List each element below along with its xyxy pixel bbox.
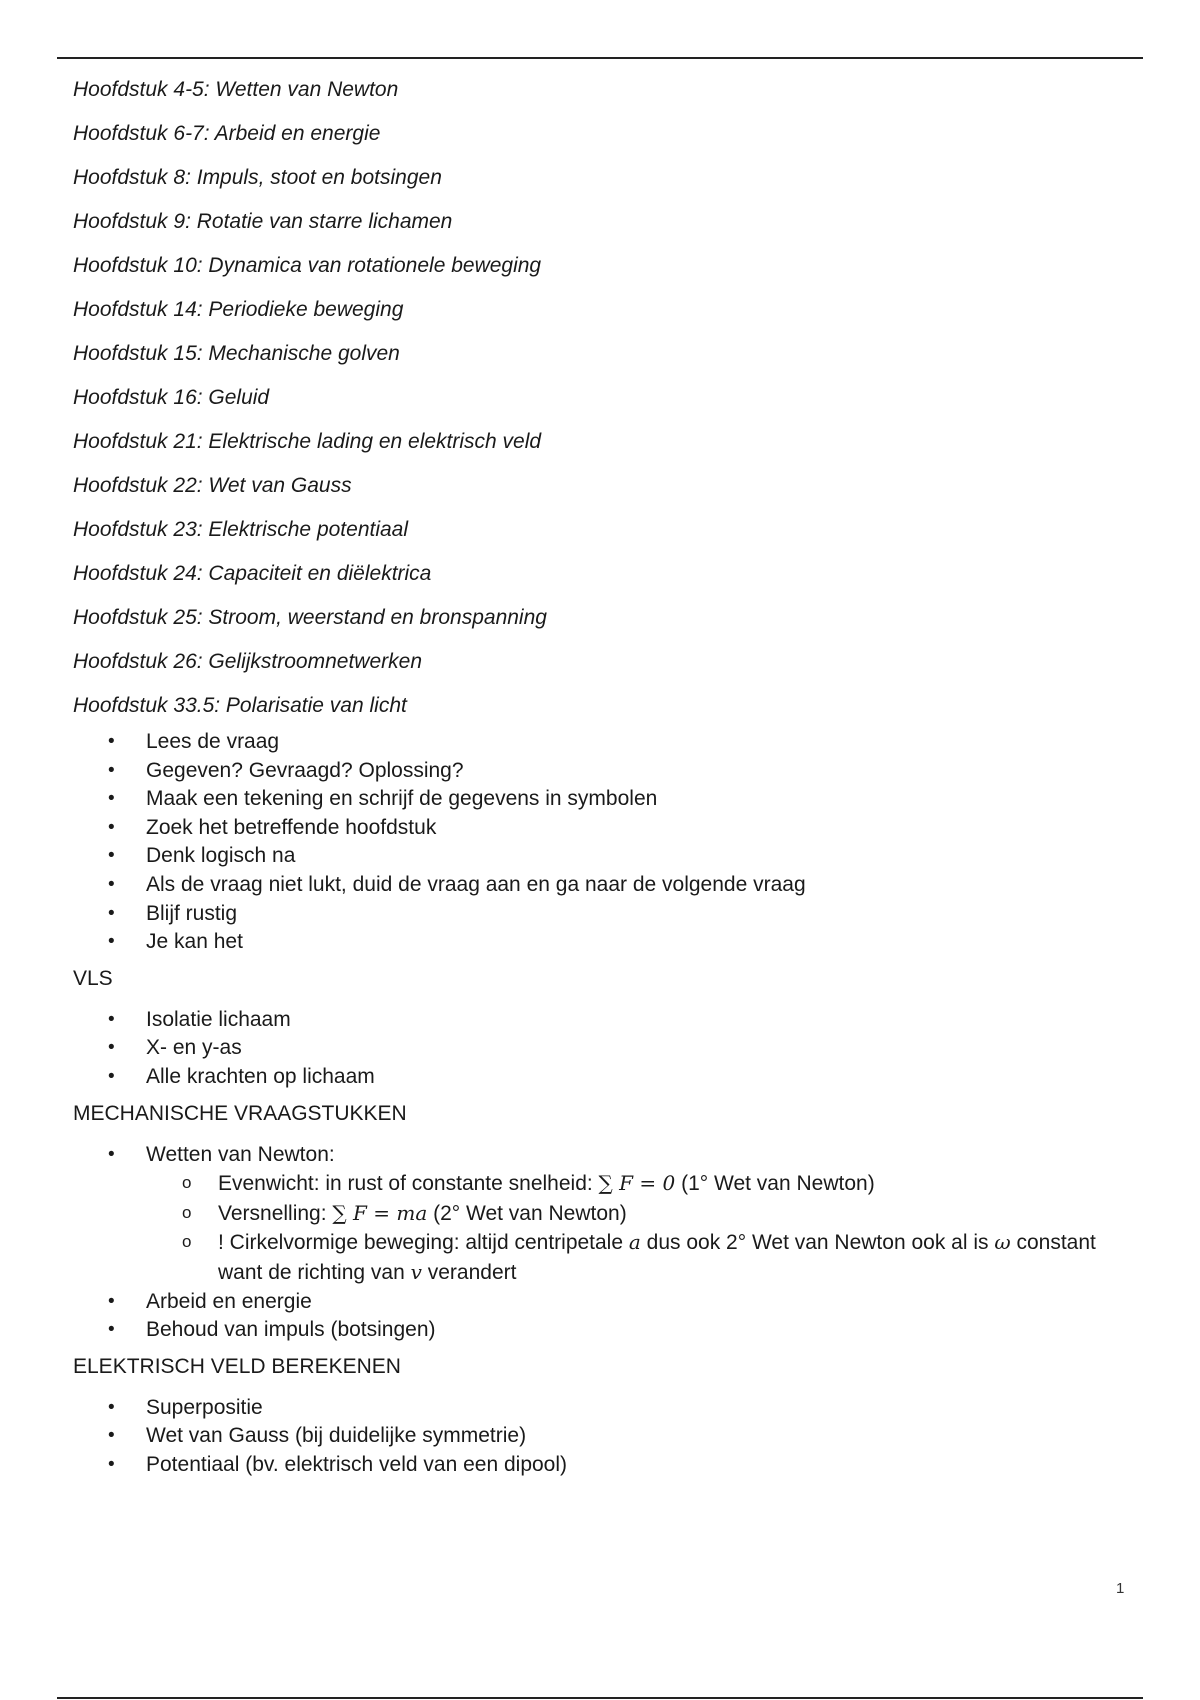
header-rule: [57, 57, 1143, 59]
document-body: [73, 68, 1143, 1479]
tip-item: • Je kan het: [73, 928, 1143, 957]
circular-text-1: ! Cirkelvormige beweging: altijd centripetale: [218, 1231, 629, 1255]
chapter-item: Hoofdstuk 4-5: Wetten van Newton: [73, 78, 399, 101]
chapter-item: Hoofdstuk 23: Elektrische potentiaal: [73, 518, 409, 541]
acceleration-suffix: (2° Wet van Newton): [427, 1201, 627, 1225]
footer-rule: [57, 1697, 1143, 1699]
tip-item: • Denk logisch na: [73, 842, 1143, 871]
vls-item: • Isolatie lichaam: [73, 1006, 1143, 1035]
page-number: 1: [1116, 1580, 1125, 1597]
chapter-list: [73, 68, 1143, 728]
mechanics-list: [73, 1141, 1143, 1345]
chapter-item: Hoofdstuk 24: Capaciteit en diëlektrica: [73, 562, 432, 585]
mechanics-item-newton: [73, 1141, 1143, 1288]
electric-heading: ELEKTRISCH VELD BEREKENEN: [73, 1354, 401, 1378]
acceleration-formula: ∑ F = ma: [332, 1200, 428, 1225]
circular-text-3: constant want de richting van: [218, 1231, 1096, 1284]
circular-text-4: verandert: [421, 1260, 517, 1284]
chapter-item: Hoofdstuk 16: Geluid: [73, 386, 270, 409]
tip-item: • Als de vraag niet lukt, duid de vraag aan en ga naar de volgende vraag: [73, 871, 1143, 900]
chapter-item: Hoofdstuk 15: Mechanische golven: [73, 342, 400, 365]
chapter-item: Hoofdstuk 14: Periodieke beweging: [73, 298, 404, 321]
electric-item: • Potentiaal (bv. elektrisch veld van een dipool): [73, 1451, 1143, 1480]
chapter-item: Hoofdstuk 8: Impuls, stoot en botsingen: [73, 166, 442, 189]
mechanics-item-momentum: • Behoud van impuls (botsingen): [73, 1316, 1143, 1345]
chapter-item: Hoofdstuk 6-7: Arbeid en energie: [73, 122, 381, 145]
electric-item: • Wet van Gauss (bij duidelijke symmetrie): [73, 1422, 1143, 1451]
vls-item: • Alle krachten op lichaam: [73, 1063, 1143, 1092]
chapter-item: Hoofdstuk 9: Rotatie van starre lichamen: [73, 210, 453, 233]
vls-heading: VLS: [73, 966, 113, 990]
vls-item: • X- en y-as: [73, 1034, 1143, 1063]
mechanics-item-energy: • Arbeid en energie: [73, 1288, 1143, 1317]
electric-item: • Superpositie: [73, 1394, 1143, 1423]
vls-list: [73, 1006, 1143, 1092]
chapter-item: Hoofdstuk 10: Dynamica van rotationele beweging: [73, 254, 542, 277]
chapter-item: Hoofdstuk 33.5: Polarisatie van licht: [73, 694, 407, 717]
chapter-item: Hoofdstuk 22: Wet van Gauss: [73, 474, 352, 497]
tip-item: • Lees de vraag: [73, 728, 1143, 757]
electric-list: [73, 1394, 1143, 1480]
sub-item-acceleration: [146, 1199, 1143, 1229]
circular-text-2: dus ook 2° Wet van Newton ook al is: [640, 1231, 995, 1255]
tip-item: • Zoek het betreffende hoofdstuk: [73, 814, 1143, 843]
tip-item: • Gegeven? Gevraagd? Oplossing?: [73, 757, 1143, 786]
circular-symbol-omega: ω: [994, 1230, 1011, 1255]
tip-item: • Maak een tekening en schrijf de gegevens in symbolen: [73, 785, 1143, 814]
equilibrium-formula: ∑ F = 0: [598, 1171, 676, 1196]
equilibrium-text: Evenwicht: in rust of constante snelheid:: [218, 1172, 599, 1196]
mechanics-heading: MECHANISCHE VRAAGSTUKKEN: [73, 1101, 407, 1125]
tip-item: • Blijf rustig: [73, 900, 1143, 929]
chapter-item: Hoofdstuk 25: Stroom, weerstand en bronspanning: [73, 606, 547, 629]
equilibrium-suffix: (1° Wet van Newton): [675, 1172, 875, 1196]
acceleration-text: Versnelling:: [218, 1201, 333, 1225]
newton-label: Wetten van Newton:: [146, 1142, 335, 1166]
exam-tips-list: [73, 728, 1143, 957]
circular-symbol-a: a: [628, 1230, 641, 1255]
newton-sublist: [146, 1169, 1143, 1287]
chapter-item: Hoofdstuk 21: Elektrische lading en elektrisch veld: [73, 430, 542, 453]
chapter-item: Hoofdstuk 26: Gelijkstroomnetwerken: [73, 650, 422, 673]
sub-item-circular: [146, 1228, 1143, 1287]
circular-symbol-v: v: [410, 1259, 422, 1284]
sub-item-equilibrium: [146, 1169, 1143, 1199]
